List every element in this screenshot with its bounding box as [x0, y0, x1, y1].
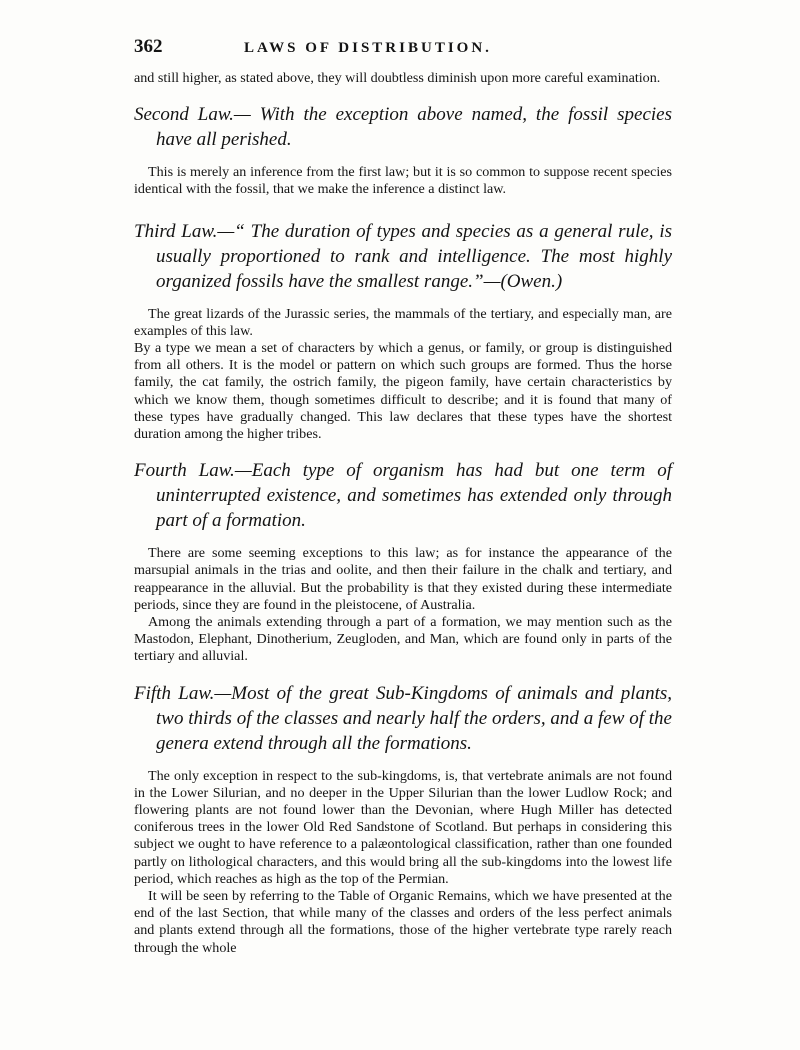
paragraph: Among the animals extending through a part of a formation, we may mention such as the Mastodon, Elephant, Dinotherium, Zeugloden, and Man, which are found only in parts of the tertiary and alluvial. [134, 614, 672, 665]
law-statement: —Most of the great Sub-Kingdoms of animals and plants, two thirds of the classes and nearly half the orders, and a few of the genera extend through all the formations. [156, 682, 672, 754]
law-name: Second Law. [134, 104, 234, 126]
page-number: 362 [134, 36, 163, 57]
third-law-heading [134, 219, 672, 294]
law-name: Third Law. [134, 220, 218, 242]
paragraph: There are some seeming exceptions to this law; as for instance the appearance of the marsupial animals in the trias and oolite, and then their failure in the chalk and tertiary, and reappearance in the alluvial. But the probability is that they existed during these intermediate periods, since they are found in the pleistocene, of Australia. [134, 545, 672, 613]
paragraph: It will be seen by referring to the Table of Organic Remains, which we have presented at the end of the last Section, that while many of the classes and orders of the less perfect animals and plants extend through all the formations, those of the higher vertebrate type rarely reach through the whole [134, 888, 672, 956]
law-statement: —Each type of organism has had but one term of uninterrupted existence, and sometimes has extended only through part of a formation. [156, 460, 673, 532]
second-law-heading [134, 102, 672, 152]
law-statement: — With the exception above named, the fossil species have all perished. [156, 104, 672, 151]
paragraph: By a type we mean a set of characters by which a genus, or family, or group is distinguished from all others. It is the model or pattern on which such groups are formed. Thus the horse family, the cat family, the ostrich family, the pigeon family, have certain characteristics by which we know them, though sometimes difficult to describe; and it is found that many of these types have gradually changed. This law declares that these types have the shortest duration among the higher tribes. [134, 340, 672, 443]
law-name: Fifth Law. [134, 682, 215, 704]
fourth-law-heading [134, 458, 672, 533]
page-header [134, 36, 672, 70]
paragraph: The only exception in respect to the sub-kingdoms, is, that vertebrate animals are not found in the Lower Silurian, and no deeper in the Upper Silurian than the lower Ludlow Rock; and flowering plants are not found lower than the Devonian, where Hugh Miller has detected coniferous trees in the lower Old Red Sandstone of Scotland. But perhaps in considering this subject we ought to have reference to a palæontological classification, rather than one founded partly on lithological characters, and this would bring all the sub-kingdoms into the lowest life period, which reaches as high as the top of the Permian. [134, 767, 672, 887]
law-name: Fourth Law. [134, 460, 235, 482]
running-head: LAWS OF DISTRIBUTION. [244, 40, 492, 56]
fifth-law-heading [134, 681, 672, 756]
law-statement: —“ The duration of types and species as a general rule, is usually proportioned to rank and intelligence. The most highly organized fossils have the smallest range.”—(Owen.) [156, 220, 672, 292]
paragraph: The great lizards of the Jurassic series, the mammals of the tertiary, and especially man, are examples of this law. [134, 305, 672, 339]
paragraph: This is merely an inference from the first law; but it is so common to suppose recent species identical with the fossil, that we make the inference a distinct law. [134, 164, 672, 198]
opening-paragraph: and still higher, as stated above, they will doubtless diminish upon more careful examination. [134, 70, 661, 86]
